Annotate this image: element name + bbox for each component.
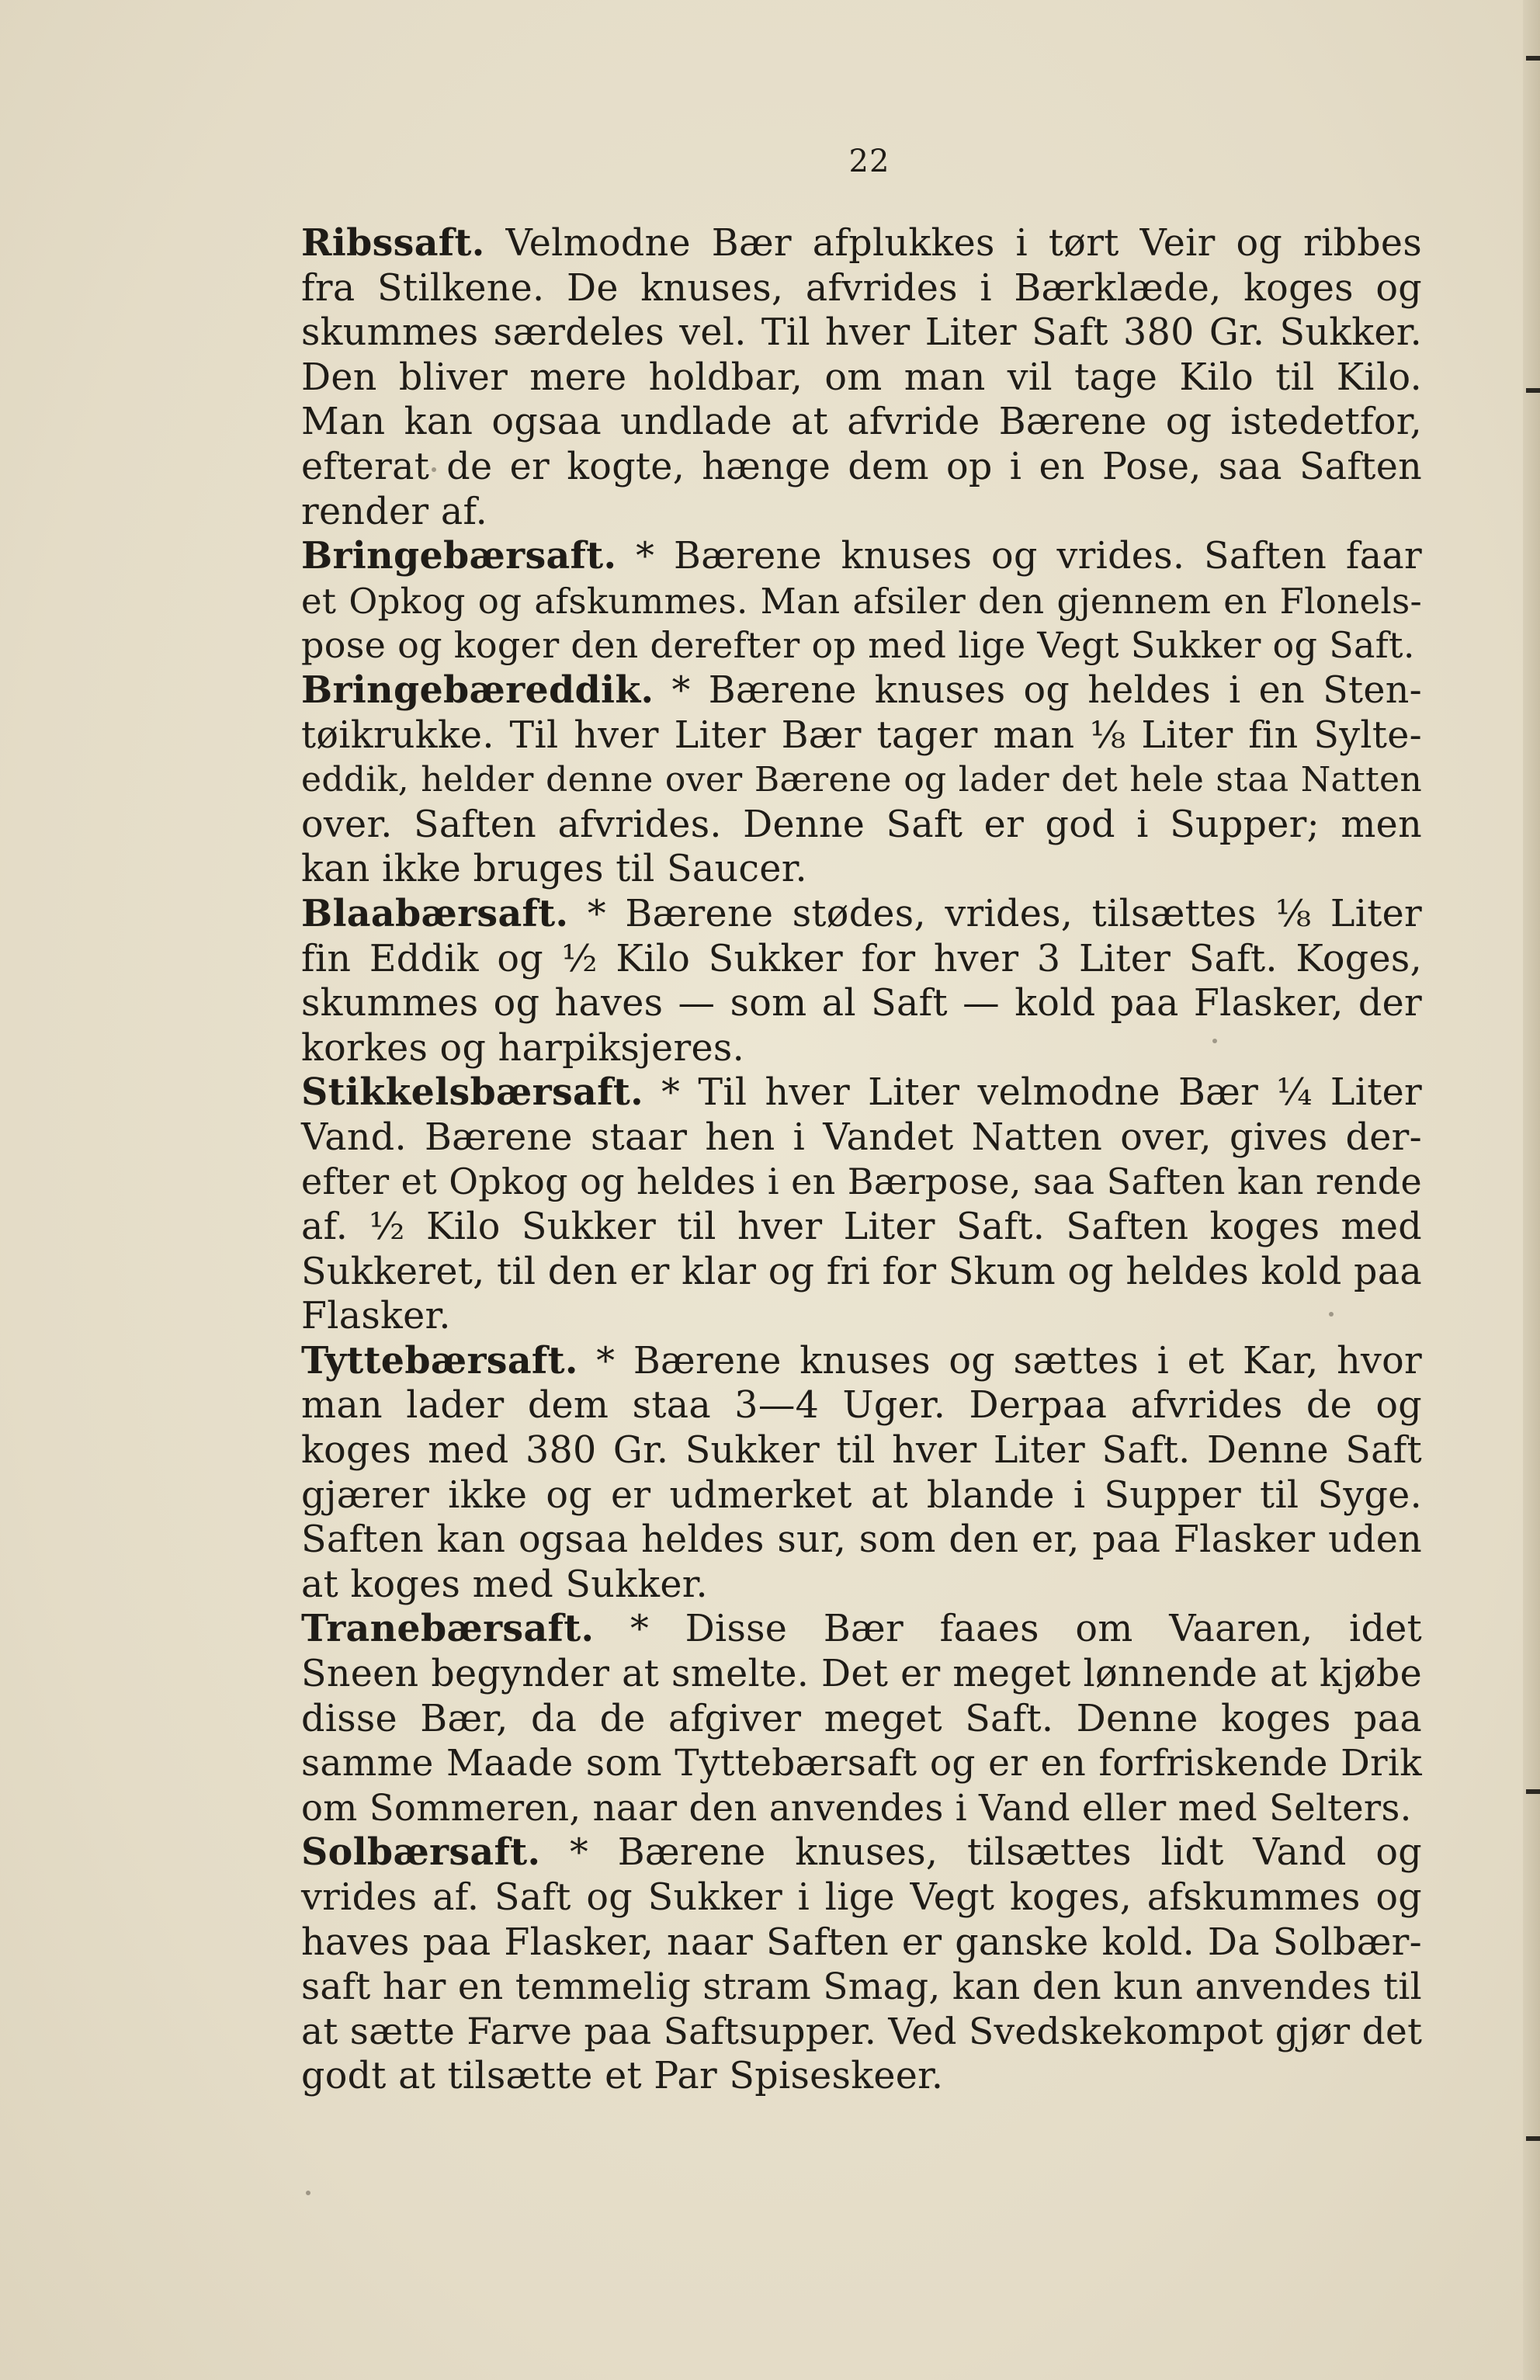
paper-speck xyxy=(306,2191,310,2195)
recipe-heading: Tyttebærsaft. xyxy=(301,1338,578,1383)
text-line xyxy=(301,1830,1422,1875)
text-line xyxy=(301,266,1422,311)
text-run: godt at tilsætte et Par Spiseskeer. xyxy=(301,2055,944,2098)
text-line xyxy=(301,356,1422,401)
text-run: haves paa Flasker, naar Saften er ganske kold. Da Solbær- xyxy=(301,1920,1422,1964)
text-run: * Bærene knuses og sættes i et Kar, hvor xyxy=(578,1339,1422,1383)
text-run: skummes og haves — som al Saft — kold paa Flasker, der xyxy=(301,982,1422,1025)
text-run: * Bærene knuses, tilsættes lidt Vand og xyxy=(540,1831,1422,1875)
text-line xyxy=(301,892,1422,937)
text-run: Sukkeret, til den er klar og fri for Skum og heldes kold paa xyxy=(301,1250,1422,1293)
text-run: Man kan ogsaa undlade at afvride Bærene og istedetfor, xyxy=(301,401,1422,444)
text-line xyxy=(301,1250,1422,1295)
text-line xyxy=(301,1652,1422,1697)
edge-mark xyxy=(1526,388,1540,393)
text-run: * Bærene knuses og heldes i en Sten- xyxy=(654,668,1422,712)
text-run: at koges med Sukker. xyxy=(301,1563,708,1606)
text-line xyxy=(301,1697,1422,1742)
text-run: over. Saften afvrides. Denne Saft er god i Supper; men xyxy=(301,803,1422,846)
body-text xyxy=(301,221,1422,2099)
text-line xyxy=(301,1339,1422,1384)
recipe-heading: Bringebæreddik. xyxy=(301,668,654,712)
text-run: et Opkog og afskummes. Man afsiler den gjennem en Flonels- xyxy=(301,580,1422,622)
text-run: eddik, helder denne over Bærene og lader det hele staa Natten xyxy=(301,760,1422,800)
text-line xyxy=(301,1518,1422,1563)
edge-mark xyxy=(1526,1789,1540,1794)
text-run: pose og koger den derefter op med lige Vegt Sukker og Saft. xyxy=(301,624,1415,667)
text-line xyxy=(301,490,1422,535)
text-line xyxy=(301,713,1422,758)
text-line xyxy=(301,1473,1422,1518)
recipe-heading: Stikkelsbærsaft. xyxy=(301,1070,643,1115)
text-line xyxy=(301,803,1422,848)
text-run: Sneen begynder at smelte. Det er meget lønnende at kjøbe xyxy=(301,1653,1422,1695)
text-line xyxy=(301,1607,1422,1652)
text-line xyxy=(301,1383,1422,1428)
text-line xyxy=(301,1115,1422,1161)
text-line xyxy=(301,2054,1422,2099)
text-run: at sætte Farve paa Saftsupper. Ved Svedskekompot gjør det xyxy=(301,2010,1423,2053)
text-line xyxy=(301,400,1422,445)
text-line xyxy=(301,937,1422,982)
text-run: samme Maade som Tyttebærsaft og er en forfriskende Drik xyxy=(301,1742,1422,1785)
text-line xyxy=(301,221,1422,266)
text-run: Den bliver mere holdbar, om man vil tage Kilo til Kilo. xyxy=(301,356,1422,399)
text-run: man lader dem staa 3—4 Uger. Derpaa afvrides de og xyxy=(301,1384,1422,1428)
text-run: vrides af. Saft og Sukker i lige Vegt koges, afskummes og xyxy=(301,1875,1422,1919)
text-line xyxy=(301,1294,1422,1339)
text-line xyxy=(301,1160,1422,1205)
text-line xyxy=(301,1875,1422,1920)
recipe-heading: Blaabærsaft. xyxy=(301,891,569,935)
text-run: efterat de er kogte, hænge dem op i en Pose, saa Saften xyxy=(301,445,1422,488)
text-run: skummes særdeles vel. Til hver Liter Saft 380 Gr. Sukker. xyxy=(301,311,1422,355)
text-line xyxy=(301,668,1422,713)
text-line xyxy=(301,579,1422,624)
text-run: fra Stilkene. De knuses, afvrides i Bærklæde, koges og xyxy=(301,266,1422,310)
text-line xyxy=(301,1920,1422,1965)
text-line xyxy=(301,1965,1422,2010)
recipe-heading: Bringebærsaft. xyxy=(301,534,617,578)
text-run: Saften kan ogsaa heldes sur, som den er, paa Flasker uden xyxy=(301,1518,1422,1562)
text-line xyxy=(301,534,1422,579)
page-number: 22 xyxy=(848,144,890,179)
text-run: Vand. Bærene staar hen i Vandet Natten over, gives der- xyxy=(301,1115,1422,1159)
text-line xyxy=(301,311,1422,356)
edge-mark xyxy=(1526,2136,1540,2141)
edge-mark xyxy=(1526,56,1540,61)
text-line xyxy=(301,1070,1422,1115)
text-run: * Til hver Liter velmodne Bær ¼ Liter xyxy=(643,1071,1422,1115)
text-run: Velmodne Bær afplukkes i tørt Veir og ribbes xyxy=(484,222,1422,265)
text-line xyxy=(301,2010,1422,2055)
text-line xyxy=(301,1563,1422,1608)
text-line xyxy=(301,1026,1422,1071)
text-run: * Bærene knuses og vrides. Saften faar xyxy=(616,535,1422,578)
text-run: * Bærene stødes, vrides, tilsættes ⅛ Liter xyxy=(568,892,1422,935)
page-edge xyxy=(1523,0,1540,2380)
text-run: kan ikke bruges til Saucer. xyxy=(301,848,807,891)
text-run: Flasker. xyxy=(301,1295,451,1338)
recipe-heading: Ribssaft. xyxy=(301,221,485,265)
text-run: fin Eddik og ½ Kilo Sukker for hver 3 Liter Saft. Koges, xyxy=(301,937,1422,980)
text-run: om Sommeren, naar den anvendes i Vand eller med Selters. xyxy=(301,1786,1412,1829)
text-run: af. ½ Kilo Sukker til hver Liter Saft. Saften koges med xyxy=(301,1206,1422,1249)
text-line xyxy=(301,981,1422,1026)
text-run: disse Bær, da de afgiver meget Saft. Denne koges paa xyxy=(301,1697,1422,1740)
text-run: saft har en temmelig stram Smag, kan den kun anvendes til xyxy=(301,1965,1422,2009)
recipe-heading: Solbærsaft. xyxy=(301,1830,541,1875)
text-run: efter et Opkog og heldes i en Bærpose, saa Saften kan rende xyxy=(301,1161,1422,1203)
text-line xyxy=(301,1786,1422,1831)
recipe-heading: Tranebærsaft. xyxy=(301,1607,595,1651)
text-run: korkes og harpiksjeres. xyxy=(301,1026,744,1070)
text-run: gjærer ikke og er udmerket at blande i Supper til Syge. xyxy=(301,1473,1422,1517)
text-line xyxy=(301,847,1422,892)
text-run: * Disse Bær faaes om Vaaren, idet xyxy=(594,1608,1422,1651)
text-line xyxy=(301,623,1422,668)
text-run: tøikrukke. Til hver Liter Bær tager man ⅛ Liter fin Sylte- xyxy=(301,713,1422,757)
text-line xyxy=(301,1428,1422,1473)
text-line xyxy=(301,445,1422,490)
text-line xyxy=(301,1205,1422,1250)
text-run: koges med 380 Gr. Sukker til hver Liter Saft. Denne Saft xyxy=(301,1429,1422,1473)
text-line xyxy=(301,1741,1422,1786)
text-line xyxy=(301,758,1422,803)
text-run: render af. xyxy=(301,490,488,533)
